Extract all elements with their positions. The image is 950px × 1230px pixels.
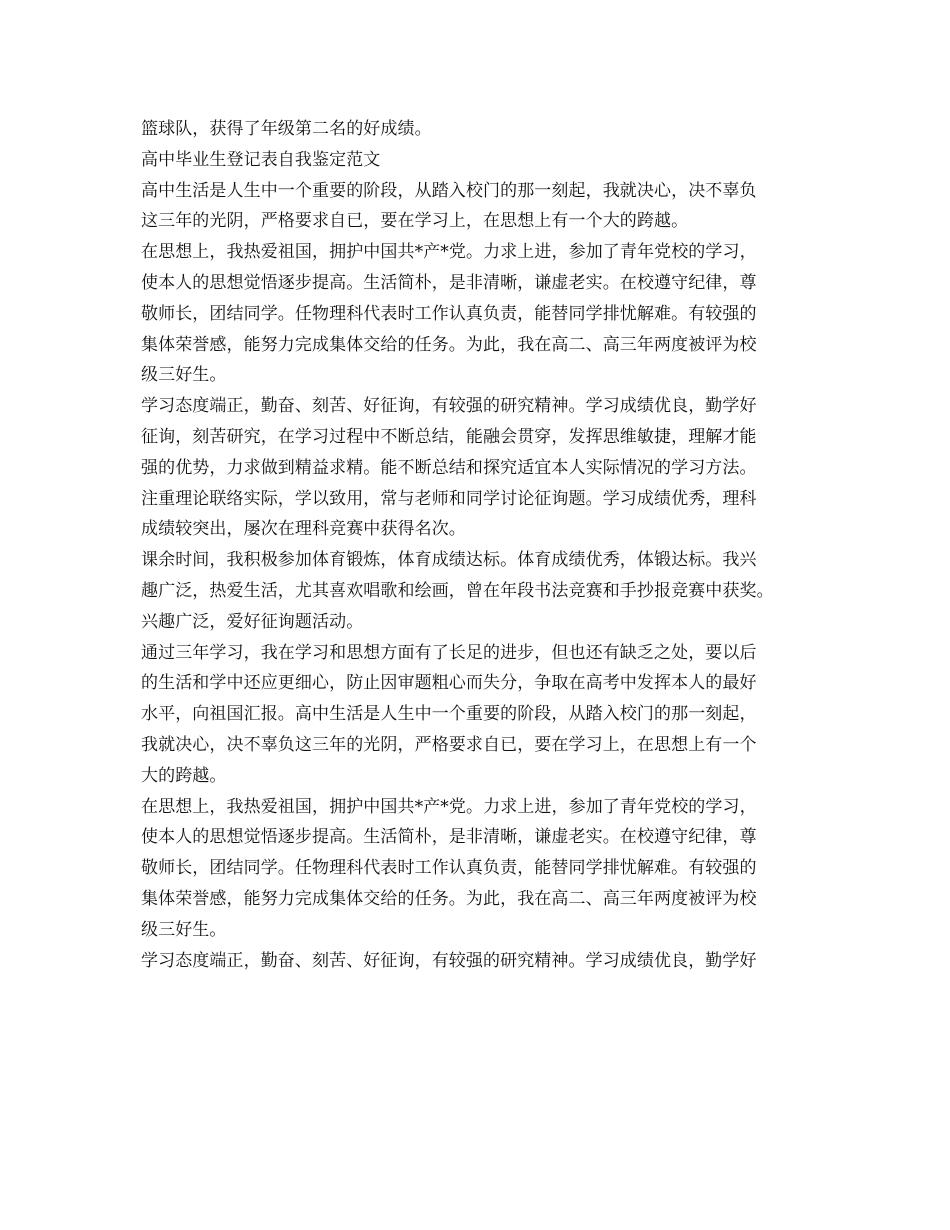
text-line: 趣广泛，热爱生活，尤其喜欢唱歌和绘画，曾在年段书法竞赛和手抄报竞赛中获奖。 [141,580,774,601]
text-line: 集体荣誉感，能努力完成集体交给的任务。为此，我在高二、高三年两度被评为校 [141,888,757,909]
text-line: 学习态度端正，勤奋、刻苦、好征询，有较强的研究精神。学习成绩优良，勤学好 [141,950,757,971]
text-line: 高中生活是人生中一个重要的阶段，从踏入校门的那一刻起，我就决心，决不辜负 [141,180,757,201]
text-line: 通过三年学习，我在学习和思想方面有了长足的进步，但也还有缺乏之处，要以后 [141,642,757,663]
section-heading: 高中毕业生登记表自我鉴定范文 [141,149,381,170]
text-line: 的生活和学中还应更细心，防止因审题粗心而失分，争取在高考中发挥本人的最好 [141,673,757,694]
text-line: 使本人的思想觉悟逐步提高。生活简朴，是非清晰，谦虚老实。在校遵守纪律，尊 [141,272,757,293]
text-line: 在思想上，我热爱祖国，拥护中国共*产*党。力求上进，参加了青年党校的学习， [141,242,757,263]
text-line: 课余时间，我积极参加体育锻炼，体育成绩达标。体育成绩优秀，体锻达标。我兴 [141,550,757,571]
text-line: 注重理论联络实际，学以致用，常与老师和同学讨论征询题。学习成绩优秀，理科 [141,488,757,509]
text-line: 这三年的光阴，严格要求自已，要在学习上，在思想上有一个大的跨越。 [141,211,689,232]
text-line: 集体荣誉感，能努力完成集体交给的任务。为此，我在高二、高三年两度被评为校 [141,334,757,355]
text-line: 成绩较突出，屡次在理科竞赛中获得名次。 [141,519,466,540]
text-line: 大的跨越。 [141,765,227,786]
text-line: 在思想上，我热爱祖国，拥护中国共*产*党。力求上进，参加了青年党校的学习， [141,796,757,817]
text-line: 级三好生。 [141,365,227,386]
text-line: 级三好生。 [141,919,227,940]
text-line: 强的优势，力求做到精益求精。能不断总结和探究适宜本人实际情况的学习方法。 [141,457,757,478]
text-line: 敬师长，团结同学。任物理科代表时工作认真负责，能替同学排忧解难。有较强的 [141,303,757,324]
text-line: 我就决心，决不辜负这三年的光阴，严格要求自已，要在学习上，在思想上有一个 [141,734,757,755]
text-line: 使本人的思想觉悟逐步提高。生活简朴，是非清晰，谦虚老实。在校遵守纪律，尊 [141,827,757,848]
document-body [141,114,831,976]
text-line: 兴趣广泛，爱好征询题活动。 [141,611,364,632]
text-line: 敬师长，团结同学。任物理科代表时工作认真负责，能替同学排忧解难。有较强的 [141,858,757,879]
text-line: 篮球队，获得了年级第二名的好成绩。 [141,119,432,139]
text-line: 水平，向祖国汇报。高中生活是人生中一个重要的阶段，从踏入校门的那一刻起， [141,704,757,725]
text-line: 征询，刻苦研究，在学习过程中不断总结，能融会贯穿，发挥思维敏捷，理解才能 [141,426,757,447]
text-line: 学习态度端正，勤奋、刻苦、好征询，有较强的研究精神。学习成绩优良，勤学好 [141,396,757,417]
